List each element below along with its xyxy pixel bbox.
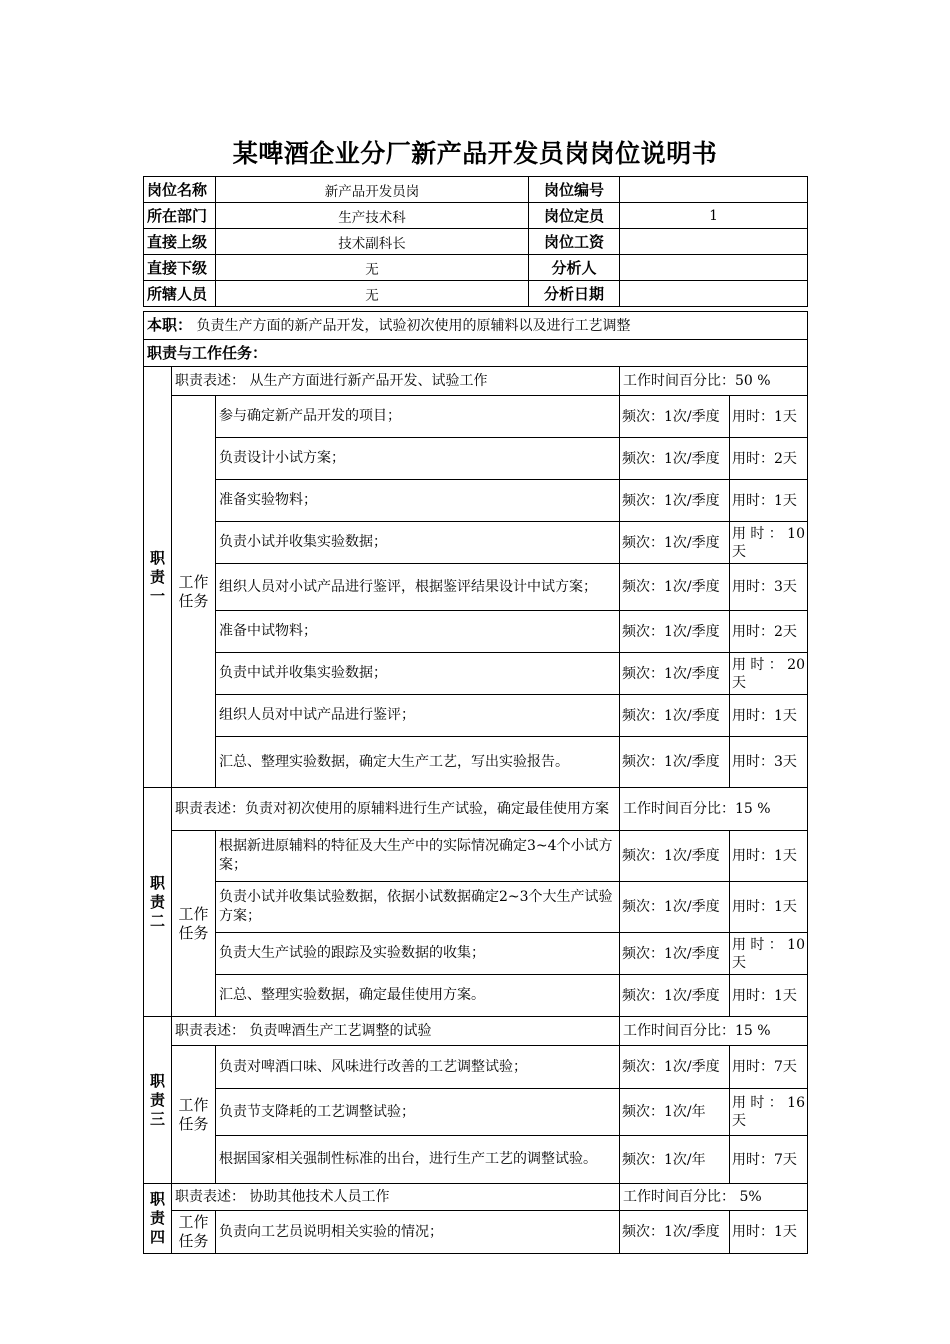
task-text: 根据新进原辅料的特征及大生产中的实际情况确定3~4个小试方案； — [216, 831, 620, 882]
document-title: 某啤酒企业分厂新产品开发员岗岗位说明书 — [232, 139, 718, 168]
task-frequency: 频次：1次/季度 — [620, 1046, 730, 1089]
task-frequency: 频次：1次/年 — [620, 1089, 730, 1136]
task-row — [144, 975, 808, 1017]
duty-statement: 职责表述： 负责啤酒生产工艺调整的试验 — [172, 1017, 620, 1046]
department-value: 生产技术科 — [216, 203, 529, 229]
task-row — [144, 737, 808, 788]
task-duration: 用时：16天 — [730, 1089, 808, 1136]
superior-label: 直接上级 — [144, 229, 216, 255]
main-duty-label: 本职： — [147, 315, 193, 334]
position-name-label: 岗位名称 — [144, 177, 216, 203]
duty-statement: 职责表述： 协助其他技术人员工作 — [172, 1184, 620, 1211]
duty-statement-row — [144, 1017, 808, 1046]
staff-label: 所辖人员 — [144, 281, 216, 307]
task-text: 负责向工艺员说明相关实验的情况； — [216, 1211, 620, 1254]
basic-info-table — [143, 176, 808, 307]
task-duration: 用时：2天 — [730, 438, 808, 480]
superior-value: 技术副科长 — [216, 229, 529, 255]
task-row — [144, 653, 808, 695]
duty-label: 职责一 — [144, 367, 172, 788]
task-frequency: 频次：1次/季度 — [620, 480, 730, 522]
task-frequency: 频次：1次/季度 — [620, 975, 730, 1017]
analyst-label: 分析人 — [529, 255, 620, 281]
task-text: 负责小试并收集试验数据，依据小试数据确定2~3个大生产试验方案； — [216, 882, 620, 933]
task-text: 负责大生产试验的跟踪及实验数据的收集； — [216, 933, 620, 975]
salary-value — [620, 229, 808, 255]
work-time-percent: 工作时间百分比：15 % — [620, 1017, 808, 1046]
info-row — [144, 203, 808, 229]
task-duration: 用时：2天 — [730, 611, 808, 653]
task-text: 负责设计小试方案； — [216, 438, 620, 480]
duties-header: 职责与工作任务： — [144, 340, 808, 367]
task-row — [144, 933, 808, 975]
task-text: 准备实验物料； — [216, 480, 620, 522]
task-frequency: 频次：1次/季度 — [620, 653, 730, 695]
task-row — [144, 522, 808, 564]
task-label: 工作任务 — [172, 396, 216, 788]
task-row — [144, 480, 808, 522]
task-duration: 用时：1天 — [730, 396, 808, 438]
work-time-percent: 工作时间百分比： 5% — [620, 1184, 808, 1211]
task-frequency: 频次：1次/季度 — [620, 564, 730, 611]
task-duration: 用时：20天 — [730, 653, 808, 695]
task-duration: 用时：1天 — [730, 975, 808, 1017]
task-text: 负责对啤酒口味、风味进行改善的工艺调整试验； — [216, 1046, 620, 1089]
task-text: 组织人员对小试产品进行鉴评，根据鉴评结果设计中试方案； — [216, 564, 620, 611]
task-row — [144, 695, 808, 737]
task-duration: 用时：1天 — [730, 695, 808, 737]
task-text: 负责节支降耗的工艺调整试验； — [216, 1089, 620, 1136]
task-duration: 用时：10天 — [730, 522, 808, 564]
duties-header-row — [144, 340, 808, 367]
task-label: 工作任务 — [172, 1211, 216, 1254]
task-row — [144, 396, 808, 438]
duty-statement-row — [144, 788, 808, 831]
task-text: 准备中试物料； — [216, 611, 620, 653]
task-frequency: 频次：1次/季度 — [620, 1211, 730, 1254]
task-row — [144, 611, 808, 653]
task-row — [144, 564, 808, 611]
duties-table — [143, 311, 808, 1254]
main-duty-text: 负责生产方面的新产品开发，试验初次使用的原辅料以及进行工艺调整 — [196, 317, 631, 334]
info-row — [144, 177, 808, 203]
duty-label: 职责二 — [144, 788, 172, 1017]
analyst-value — [620, 255, 808, 281]
task-frequency: 频次：1次/年 — [620, 1136, 730, 1184]
analysis-date-value — [620, 281, 808, 307]
task-duration: 用时：10天 — [730, 933, 808, 975]
duty-label: 职责三 — [144, 1017, 172, 1184]
task-row — [144, 1089, 808, 1136]
task-duration: 用时：3天 — [730, 737, 808, 788]
duty-statement-row — [144, 1184, 808, 1211]
subordinate-value: 无 — [216, 255, 529, 281]
position-code-value — [620, 177, 808, 203]
task-frequency: 频次：1次/季度 — [620, 522, 730, 564]
task-duration: 用时：1天 — [730, 882, 808, 933]
work-time-percent: 工作时间百分比：50 % — [620, 367, 808, 396]
task-label: 工作任务 — [172, 1046, 216, 1184]
subordinate-label: 直接下级 — [144, 255, 216, 281]
info-row — [144, 255, 808, 281]
task-duration: 用时：7天 — [730, 1136, 808, 1184]
task-text: 根据国家相关强制性标准的出台，进行生产工艺的调整试验。 — [216, 1136, 620, 1184]
task-text: 组织人员对中试产品进行鉴评； — [216, 695, 620, 737]
task-row — [144, 1136, 808, 1184]
duty-statement-row — [144, 367, 808, 396]
salary-label: 岗位工资 — [529, 229, 620, 255]
task-row — [144, 882, 808, 933]
task-row — [144, 438, 808, 480]
task-row — [144, 1211, 808, 1254]
task-label: 工作任务 — [172, 831, 216, 1017]
department-label: 所在部门 — [144, 203, 216, 229]
task-duration: 用时：7天 — [730, 1046, 808, 1089]
task-duration: 用时：3天 — [730, 564, 808, 611]
task-frequency: 频次：1次/季度 — [620, 438, 730, 480]
task-row — [144, 831, 808, 882]
task-text: 参与确定新产品开发的项目； — [216, 396, 620, 438]
position-name-value: 新产品开发员岗 — [216, 177, 529, 203]
position-code-label: 岗位编号 — [529, 177, 620, 203]
duty-statement: 职责表述： 从生产方面进行新产品开发、试验工作 — [172, 367, 620, 396]
duty-statement: 职责表述：负责对初次使用的原辅料进行生产试验，确定最佳使用方案 — [172, 788, 620, 831]
task-frequency: 频次：1次/季度 — [620, 396, 730, 438]
task-text: 负责小试并收集实验数据； — [216, 522, 620, 564]
task-text: 负责中试并收集实验数据； — [216, 653, 620, 695]
task-text: 汇总、整理实验数据，确定大生产工艺，写出实验报告。 — [216, 737, 620, 788]
main-duty-row — [144, 312, 808, 340]
headcount-value: 1 — [620, 203, 808, 229]
task-duration: 用时：1天 — [730, 1211, 808, 1254]
work-time-percent: 工作时间百分比：15 % — [620, 788, 808, 831]
info-row — [144, 281, 808, 307]
task-row — [144, 1046, 808, 1089]
info-row — [144, 229, 808, 255]
task-text: 汇总、整理实验数据，确定最佳使用方案。 — [216, 975, 620, 1017]
task-frequency: 频次：1次/季度 — [620, 933, 730, 975]
task-duration: 用时：1天 — [730, 831, 808, 882]
analysis-date-label: 分析日期 — [529, 281, 620, 307]
headcount-label: 岗位定员 — [529, 203, 620, 229]
task-frequency: 频次：1次/季度 — [620, 695, 730, 737]
task-frequency: 频次：1次/季度 — [620, 611, 730, 653]
task-frequency: 频次：1次/季度 — [620, 831, 730, 882]
task-frequency: 频次：1次/季度 — [620, 882, 730, 933]
staff-value: 无 — [216, 281, 529, 307]
task-frequency: 频次：1次/季度 — [620, 737, 730, 788]
duty-label: 职责四 — [144, 1184, 172, 1254]
task-duration: 用时：1天 — [730, 480, 808, 522]
